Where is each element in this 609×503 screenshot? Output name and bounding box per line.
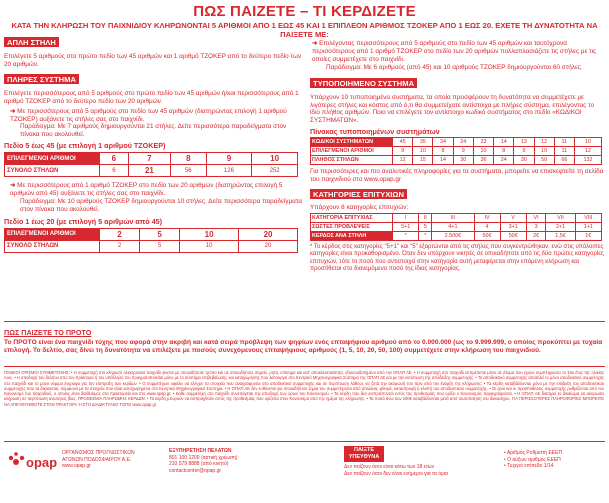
table-cell: 9 bbox=[206, 153, 252, 165]
service-line: 801 100 1200 (αστική χρέωση) bbox=[169, 454, 238, 461]
table-cell: ΕΠΙΛΕΓΜΕΝΟΙ ΑΡΙΘΜΟΙ bbox=[5, 153, 100, 165]
table-cell: 13 bbox=[514, 138, 534, 147]
table-row bbox=[5, 240, 298, 252]
table-cell: 45 bbox=[393, 138, 413, 147]
table-cell: 15 bbox=[413, 156, 433, 165]
table-cell: 11 bbox=[554, 147, 574, 156]
full-a1-example: Παράδειγμα: Με 7 αριθμούς δημιουργούνται 21 στήλες. Δείτε περισσότερα παραδείγματα στον πίνακα που ακολουθεί. bbox=[20, 123, 287, 139]
table-cell: V bbox=[500, 213, 526, 222]
right-a3 bbox=[310, 40, 605, 64]
simple-heading: ΑΠΛΗ ΣΤΗΛΗ bbox=[4, 37, 59, 47]
table-cell: 3 bbox=[526, 222, 545, 231]
table-cell: * bbox=[393, 231, 419, 240]
opap-logo-text: opap bbox=[26, 455, 58, 470]
proto-text: Το ΠΡΟΤΟ είναι ένα παιχνίδι τύχης που αφορά στην ακριβή και κατά σειρά πρόβλεψη των ψηφίων ενός επταψήφιου αριθμού από το 0.000.000 (ως το 9.999.999, ο οποίος προκύπτει με τυχαία επιλογή. Το δελτίο, σας δίνει τη δυνατότητα να επιλέξετε με ποσούς συνεχόμενους επταψήφιους αριθμούς (1, 5, 10, 20, 50, 100) συμμετέχετε στην κλήρωση του παιχνιδιού. bbox=[4, 339, 603, 354]
table-cell: 1+1 bbox=[575, 222, 601, 231]
footer bbox=[4, 444, 604, 499]
legal-line: • Ο αύξων αριθμός ΕΕΕΠ bbox=[504, 456, 561, 463]
table-cell: III bbox=[432, 213, 474, 222]
arrow-icon: ➜ bbox=[10, 182, 18, 190]
table-cell: II bbox=[419, 213, 432, 222]
table-cell: 4+1 bbox=[432, 222, 474, 231]
table-cell: 56 bbox=[171, 165, 207, 177]
table-row bbox=[5, 165, 298, 177]
typo-table-title: Πίνακας τυποποιημένων συστημάτων bbox=[310, 127, 440, 137]
table-cell: 8 bbox=[494, 147, 514, 156]
typo-table bbox=[310, 137, 602, 165]
table2-title: Πεδίο 1 έως 20 (με επιλογή 5 αριθμών από 45) bbox=[4, 216, 163, 226]
table-cell: 10 bbox=[534, 147, 554, 156]
typo-text: Υπάρχουν 10 τυποποιημένα συστήματα, τα οποία προσφέρουν τη δυνατότητα να συμμετέχετε με λιγότερες στήλες και κόστος από ό,τι θα συμμετείχατε αντίστοιχα με πλήρες σύστημα, επιλέγοντας το ίδιο πλήθος αριθμών. Ποιο να επιλέγετε τον αντίστοιχο κωδικό συστήματος στο πεδίο «ΚΩΔΙΚΟΙ ΣΥΣΤΗΜΑΤΩΝ». bbox=[310, 93, 595, 125]
table-cell: 3+1 bbox=[500, 222, 526, 231]
table-cell: 20 bbox=[239, 228, 298, 240]
table-cell: 66 bbox=[554, 156, 574, 165]
table-cell: 11 bbox=[554, 138, 574, 147]
responsible-block bbox=[344, 446, 464, 477]
table-cell: ΣΥΝΟΛΟ ΣΤΗΛΩΝ bbox=[5, 165, 100, 177]
table-cell: 5+1 bbox=[393, 222, 419, 231]
table-cell: 10 bbox=[252, 153, 298, 165]
table-cell: 10 bbox=[413, 147, 433, 156]
table2 bbox=[4, 228, 298, 253]
table-row bbox=[311, 156, 602, 165]
table-cell: * bbox=[419, 231, 432, 240]
table-cell: 23 bbox=[473, 138, 493, 147]
web-link[interactable]: www.opap.gr bbox=[62, 463, 91, 469]
opap-logo bbox=[6, 448, 64, 488]
cat-note: * Το κέρδος στις κατηγορίες "5+1" και "5" εξαρτώνται από τις στήλες που συγκεντρώθηκαν, ενώ στις υπόλοιπες κατηγορίες είναι προκαθορισμένο. Όταν δεν υπάρχουν νικητές σε οποιαδήποτε από τις δύο πρώτες κατηγορίες επιτυχιών, τότε το ποσό που αντιστοιχεί στην κατηγορία αυτή μεταφέρεται στην επόμενη κλήρωση και προστίθεται στο διανεμόμενο ποσό της ίδιας κατηγορίας. bbox=[310, 243, 604, 273]
table-cell: 14 bbox=[433, 156, 453, 165]
service-line: 210 579 8888 (από κινητό) bbox=[169, 461, 229, 467]
full-a1 bbox=[4, 108, 302, 124]
proto-heading: ΠΩΣ ΠΑΙΖΕΤΕ ΤΟ ΠΡΟΤΟ bbox=[4, 328, 92, 337]
full-a2-example: Παράδειγμα: Με 10 αριθμούς ΤΖΟΚΕΡ δημιουργούνται 10 στήλες. Δείτε περισσότερα παραδείγματα στον πίνακα που ακολουθεί. bbox=[20, 198, 303, 213]
email-link[interactable]: contactcenter@opap.gr bbox=[169, 467, 222, 474]
table-cell: VII bbox=[546, 213, 575, 222]
proto-section bbox=[4, 326, 604, 355]
table-cell: 50 bbox=[534, 156, 554, 165]
table-cell: 2 bbox=[100, 240, 140, 252]
table-cell: 10 bbox=[180, 240, 239, 252]
table-cell: 12 bbox=[574, 147, 601, 156]
full-intro: Επιλέγετε περισσότερους από 5 αριθμούς στο πρώτο πεδίο των 45 αριθμών ή/και περισσότερους από 1 αριθμό ΤΖΟΚΕΡ από το δεύτερο πεδίο των 20 αριθμών. bbox=[4, 89, 299, 105]
badge-note: Δεν παίζουν όσοι είναι κάτω των 18 ετών bbox=[344, 464, 435, 470]
table-cell: 35 bbox=[413, 138, 433, 147]
table-cell: ΚΩΔΙΚΟΙ ΣΥΣΤΗΜΑΤΩΝ bbox=[311, 138, 393, 147]
table-cell: 12 bbox=[534, 138, 554, 147]
typo-note: Για περισσότερες και πιο αναλυτικές πληροφορίες για τα συστήματα, μπορείτε να επισκεφτείτε τη σελίδα του παιχνιδιού στο www.opap.gr bbox=[310, 168, 604, 184]
table-cell: 132 bbox=[574, 156, 601, 165]
table-cell: 50€ bbox=[500, 231, 526, 240]
right-a3-example: Παράδειγμα: Με 6 αριθμούς (από 45) και 10 αριθμούς ΤΖΟΚΕΡ δημιουργούνται 60 στήλες. bbox=[326, 63, 583, 71]
table-cell: 5 bbox=[419, 222, 432, 231]
divider bbox=[4, 366, 605, 367]
table-cell: 2 bbox=[100, 228, 140, 240]
table-row bbox=[311, 213, 602, 222]
typo-heading: ΤΥΠΟΠΟΙΗΜΕΝΟ ΣΥΣΤΗΜΑ bbox=[310, 78, 417, 88]
table-cell: ΕΠΙΛΕΓΜΕΝΟΙ ΑΡΙΘΜΟΙ bbox=[5, 228, 100, 240]
table-cell: ΠΛΗΘΟΣ ΣΤΗΛΩΝ bbox=[311, 156, 393, 165]
full-a2-text: Με περισσότερους από 1 αριθμό ΤΖΟΚΕΡ στο πεδίο των 20 αριθμών (διατηρώντας επιλογή 5 αριθμών από 45) αυξάνετε τις στήλες σας στο παιχνίδι. bbox=[10, 182, 283, 198]
full-a1-text: Με περισσότερους από 5 αριθμούς στο πεδίο των 45 αριθμών (διατηρώντας επιλογή 1 αριθμού ΤΖΟΚΕΡ) αυξάνετε τις στήλες σας στο παιχνίδι. bbox=[10, 107, 287, 123]
org-line: ΟΡΓΑΝΙΣΜΟΣ ΠΡΟΓΝΩΣΤΙΚΩΝ bbox=[62, 450, 135, 456]
service-title: ΕΞΥΠΗΡΕΤΗΣΗ ΠΕΛΑΤΩΝ bbox=[169, 448, 232, 454]
responsible-badge bbox=[344, 446, 384, 462]
arrow-icon: ➜ bbox=[10, 107, 18, 115]
table-cell: 1€ bbox=[575, 231, 601, 240]
full-a2 bbox=[4, 182, 302, 198]
table-cell: VIII bbox=[575, 213, 601, 222]
left-column bbox=[4, 32, 302, 253]
table-cell: VI bbox=[526, 213, 545, 222]
cat-table bbox=[310, 213, 602, 241]
org-block bbox=[62, 450, 152, 470]
table-cell: 10 bbox=[473, 147, 493, 156]
table-row bbox=[311, 231, 602, 240]
table-cell: ΣΥΝΟΛΟ ΣΤΗΛΩΝ bbox=[5, 240, 100, 252]
table-cell: 9 bbox=[393, 147, 413, 156]
divider bbox=[4, 441, 605, 442]
table-cell: 2+1 bbox=[546, 222, 575, 231]
page-subtitle: ΚΑΤΑ ΤΗΝ ΚΛΗΡΩΣΗ ΤΟΥ ΠΑΙΧΝΙΔΙΟΥ ΚΛΗΡΩΝΟΝΤΑΙ 5 ΑΡΙΘΜΟΙ ΑΠΟ 1 ΕΩΣ 45 ΚΑΙ 1 ΕΠΙΠΛΕΟΝ ΑΡΙΘΜΟΣ ΤΖΟΚΕΡ ΑΠΟ 1 ΕΩΣ 20. ΕΧΕΤΕ ΤΗ ΔΥΝΑΤΟΤΗΤΑ ΝΑ ΠΑΙΞΕΤΕ ΜΕ: bbox=[11, 21, 598, 39]
table-cell: 4 bbox=[474, 222, 500, 231]
badge-line: ΥΠΕΥΘΥΝΑ bbox=[348, 454, 380, 460]
table-cell: ΕΠΙΛΕΓΜΕΝΟΙ ΑΡΙΘΜΟΙ bbox=[311, 147, 393, 156]
table1-title: Πεδίο 5 έως 45 (με επιλογή 1 αριθμού ΤΖΟΚΕΡ) bbox=[4, 141, 166, 151]
table-cell: 126 bbox=[206, 165, 252, 177]
right-a3-text: Επιλέγοντας περισσότερους από 5 αριθμούς στο πεδίο των 45 αριθμών και ταυτόχρονα περισσότερους από 1 αριθμό ΤΖΟΚΕΡ στο πεδίο των 20 αριθμών πολλαπλασιάζετε τις στήλες με τις οποίες συμμετέχετε στο παιχνίδι. bbox=[312, 40, 597, 63]
table-row bbox=[5, 153, 298, 165]
table-cell: 5 bbox=[140, 240, 180, 252]
page-title: ΠΩΣ ΠΑΙΖΕΤΕ – ΤΙ ΚΕΡΔΙΖΕΤΕ bbox=[193, 3, 416, 20]
table-cell: I bbox=[393, 213, 419, 222]
glossary-text: ΓΕΝΙΚΟΙ ΟΡΙΣΜΟΙ ΣΥΜΜΕΤΟΧΗΣ: • Η συμμετοχή στο κληρωτό ηλεκτρονικό παιχνίδι γίνεται με οποιοδήποτε τρόπο και σε οποιοδήποτε σημείο, ρητά, επίσημα και κατ' αποκλειστικότητα, εξουσιοδοτημένο από την ΟΠΑΠ ΑΕ. • Η συμμετοχή στο παιχνίδι επιτρέπεται μόνο σε άτομα που έχουν συμπληρώσει το 18ο έτος της ηλικίας τους. • Η αποδοχή του δελτίου από τον πράκτορα ή τον υπάλληλό του πραγματοποιείται μόνο με το σύστημα επιβεβαίωσης και καταχώρησης που λειτουργεί στο Κεντρικό Μηχανογραφικό Σύστημα της ΟΠΑΠ ΑΕ και με την εκτύπωση της απόδειξης συμμετοχής. • Το αποδεικτικό συμμετοχής αποτελεί το μόνο αποδεικτικό συμμετοχής στο παιχνίδι και το μόνο νόμιμο έγγραφο για την είσπραξη των κερδών. • Ο συμμετέχων οφείλει να ελέγχει τα στοιχεία που αναγράφονται στο αποδεικτικό συμμετοχής και σε περίπτωση λάθους να ζητά την ακύρωσή του πριν από την έναρξη της κλήρωσης. • Τα κέρδη καταβάλλονται μόνο με την επίδειξη του αποδεικτικού συμμετοχής που τα δικαιούται, σύμφωνα με τα στοιχεία που είναι καταχωρημένα στο Κεντρικό Μηχανογραφικό Σύστημα. • Η ΟΠΑΠ ΑΕ δεν ευθύνεται για οποιαδήποτε ζημία του συμμετέχοντα από απώλεια, φθορά, καταστροφή ή κλοπή του αποδεικτικού συμμετοχής. • Οι όροι και οι προϋποθέσεις συμμετοχής ρυθμίζονται από τον Κανονισμό του παιχνιδιού, ο οποίος είναι διαθέσιμος στα πρακτορεία και στο www.opap.gr. • Κάθε συμμετοχή στο παιχνίδι συνεπάγεται την αποδοχή των όρων του Κανονισμού. • Τα κέρδη που δεν εισπράττονται εντός της προθεσμίας που ορίζει ο Κανονισμός παραγράφονται. • Η ΟΠΑΠ ΑΕ διατηρεί το δικαίωμα να ακυρώσει κλήρωση σε περίπτωση ανωτέρας βίας. ΠΡΟΘΕΣΜΙΑ ΠΛΗΡΩΜΗΣ ΚΕΡΔΩΝ: • Τα κέρδη μπορούν να εισπραχθούν εντός της προθεσμίας που ορίζεται στον Κανονισμό από την ημέρα της κλήρωσης. • Τα ποσά άνω των 100€ καταβάλλονται μετά από ταυτοποίηση του δικαιούχου. ΓΙΑ ΠΕΡΙΣΣΟΤΕΡΕΣ ΠΛΗΡΟΦΟΡΙΕΣ ΜΠΟΡΕΙΤΕ ΝΑ ΑΠΕΥΘΥΝΘΕΙΤΕ ΣΤΟΝ ΠΡΑΚΤΟΡΑ Ή ΣΤΟ ΔΙΑΔΙΚΤΥΑΚΟ ΤΟΠΟ www.opap.gr bbox=[4, 370, 604, 407]
table-cell: 2.500€ bbox=[432, 231, 474, 240]
cat-sub: Υπάρχουν 8 κατηγορίες επιτυχιών: bbox=[310, 204, 409, 212]
table1 bbox=[4, 152, 298, 177]
table-row bbox=[311, 138, 602, 147]
table-cell: ΚΑΤΗΓΟΡΙΑ ΕΠΙΤΥΧΙΑΣ bbox=[311, 213, 393, 222]
table-cell: ΚΕΡΔΟΣ ΑΝΑ ΣΤΗΛΗ bbox=[311, 231, 393, 240]
table-cell: 14 bbox=[494, 138, 514, 147]
legal-block bbox=[504, 450, 604, 470]
table-cell: 34 bbox=[433, 138, 453, 147]
table-row bbox=[311, 147, 602, 156]
table-row bbox=[311, 222, 602, 231]
table-cell: 8 bbox=[433, 147, 453, 156]
table-cell: 6 bbox=[100, 165, 129, 177]
table-cell: 21 bbox=[128, 165, 170, 177]
table-cell: 1,5€ bbox=[546, 231, 575, 240]
full-heading: ΠΛΗΡΕΣ ΣΥΣΤΗΜΑ bbox=[4, 74, 79, 84]
table-cell: 36 bbox=[473, 156, 493, 165]
table-cell: 10 bbox=[574, 138, 601, 147]
simple-text: Επιλέγετε 5 αριθμούς στο πρώτο πεδίο των 45 αριθμών και 1 αριθμό ΤΖΟΚΕΡ από το δεύτερο πεδίο των 20 αριθμών. bbox=[4, 53, 302, 68]
table-cell: 252 bbox=[252, 165, 298, 177]
service-block bbox=[169, 448, 279, 474]
table-cell: 12 bbox=[393, 156, 413, 165]
table-cell: 24 bbox=[494, 156, 514, 165]
org-line: ΑΓΩΝΩΝ ΠΟΔΟΣΦΑΙΡΟΥ Α.Ε. bbox=[62, 456, 132, 463]
table-cell: 30 bbox=[514, 156, 534, 165]
table-cell: 7 bbox=[128, 153, 170, 165]
table-cell: 5 bbox=[140, 228, 180, 240]
table-cell: 20 bbox=[239, 240, 298, 252]
arrow-icon: ➜ bbox=[312, 40, 320, 47]
table-cell: IV bbox=[474, 213, 500, 222]
legal-line: • Τυχερό επίπεδο 1/14 bbox=[504, 463, 554, 469]
legal-line: • Αριθμός Ρυθμιστή ΕΕΕΠ bbox=[504, 450, 563, 456]
divider bbox=[4, 321, 605, 322]
cat-heading: ΚΑΤΗΓΟΡΙΕΣ ΕΠΙΤΥΧΙΩΝ bbox=[310, 189, 407, 199]
table-cell: 2€ bbox=[526, 231, 545, 240]
table-cell: ΣΩΣΤΕΣ ΠΡΟΒΛΕΨΕΙΣ bbox=[311, 222, 393, 231]
table-cell: 9 bbox=[514, 147, 534, 156]
opap-logo-icon bbox=[6, 448, 64, 488]
table-cell: 9 bbox=[453, 147, 473, 156]
table-cell: 10 bbox=[180, 228, 239, 240]
table-cell: 30 bbox=[453, 156, 473, 165]
table-row bbox=[5, 228, 298, 240]
table-cell: 50€ bbox=[474, 231, 500, 240]
table-cell: 24 bbox=[453, 138, 473, 147]
badge-line: ΠΑΙΞΤΕ bbox=[353, 447, 375, 453]
table-cell: 6 bbox=[100, 153, 129, 165]
badge-note: Δεν παίζουν όσοι δεν είναι ενήμεροι για τα όρια bbox=[344, 470, 448, 477]
table-cell: 8 bbox=[171, 153, 207, 165]
right-column bbox=[310, 32, 605, 274]
